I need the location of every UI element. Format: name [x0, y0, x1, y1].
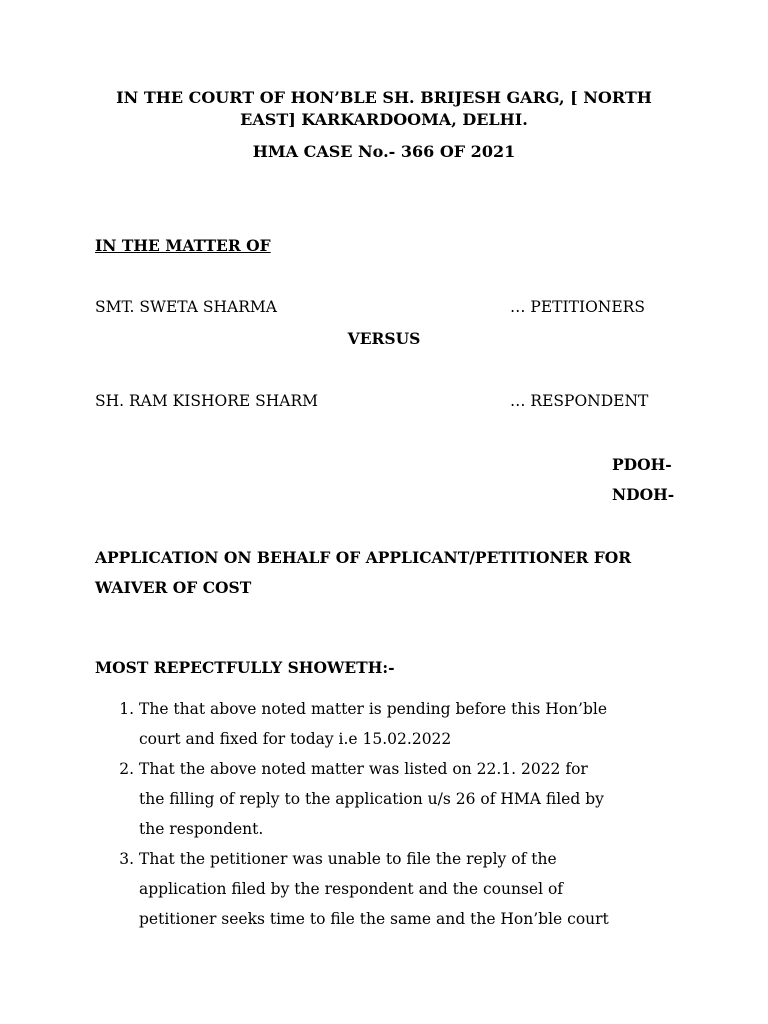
application-title-line-1: APPLICATION ON BEHALF OF APPLICANT/PETITIONER FOR [95, 548, 632, 567]
point-1-line-2: court and fixed for today i.e 15.02.2022 [139, 730, 452, 748]
case-number: HMA CASE No.- 366 OF 2021 [252, 142, 516, 161]
petitioner-name: SMT. SWETA SHARMA [95, 298, 277, 316]
list-item [139, 754, 719, 844]
point-1-line-1: The that above noted matter is pending before this Hon’ble [139, 700, 608, 718]
points-list [95, 694, 719, 934]
ndoh-label: NDOH- [612, 485, 675, 504]
court-title-line-1: IN THE COURT OF HON’BLE SH. BRIJESH GARG, [ NORTH [116, 88, 652, 107]
respondent-role: … RESPONDENT [510, 392, 649, 410]
petitioner-role: … PETITIONERS [510, 298, 645, 316]
list-item [139, 694, 719, 754]
point-3-line-2: application filed by the respondent and the counsel of [139, 880, 564, 898]
versus-label: VERSUS [347, 329, 421, 348]
court-title-line-2: EAST] KARKARDOOMA, DELHI. [240, 110, 528, 129]
matter-heading: IN THE MATTER OF [95, 236, 271, 255]
point-2-line-3: the respondent. [139, 820, 264, 838]
point-2-line-1: That the above noted matter was listed on 22.1. 2022 for [139, 760, 588, 778]
respondent-name: SH. RAM KISHORE SHARM [95, 392, 318, 410]
point-2-line-2: the filling of reply to the application u/s 26 of HMA filed by [139, 790, 604, 808]
pdoh-label: PDOH- [612, 455, 672, 474]
list-item [139, 844, 719, 934]
opening-statement: MOST REPECTFULLY SHOWETH:- [95, 658, 395, 677]
point-3-line-1: That the petitioner was unable to file the reply of the [139, 850, 557, 868]
application-title-line-2: WAIVER OF COST [95, 578, 252, 597]
point-3-line-3: petitioner seeks time to file the same and the Hon’ble court [139, 910, 609, 928]
